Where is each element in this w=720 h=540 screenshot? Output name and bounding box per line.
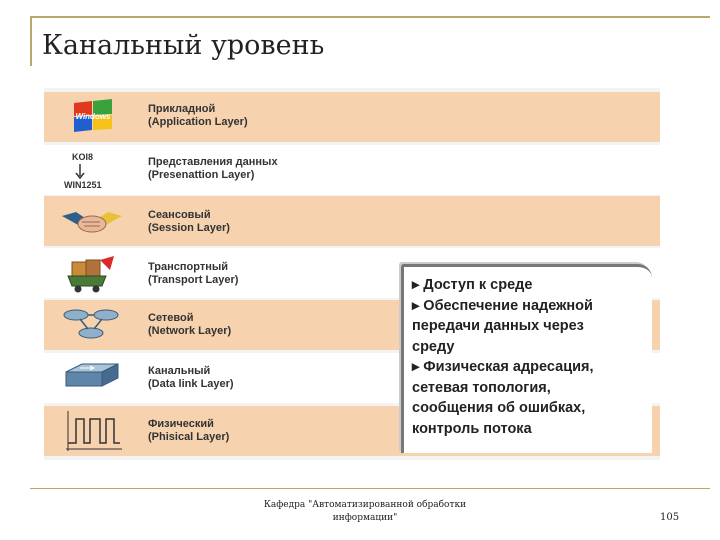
layer-subtitle: (Application Layer) [148,116,248,128]
delivery-cart-icon [60,254,124,294]
windows-logo-icon [60,97,124,137]
encoding-label-bottom: WIN1251 [64,180,102,190]
encoding-label-top: KOI8 [72,152,94,162]
layer-row-session [44,196,660,246]
footer-divider [30,488,710,489]
callout-line: ▸ Обеспечение надежной [412,297,593,314]
layer-title: Сетевой [148,312,194,324]
top-frame-line [30,16,710,18]
footer-line-2: информации" [332,513,398,523]
layer-title: Канальный [148,365,211,377]
square-wave-icon [60,409,124,449]
page-number: 105 [660,512,680,523]
layer-title: Прикладной [148,103,216,115]
layer-title: Физический [148,418,214,430]
layer-subtitle: (Phisical Layer) [148,431,230,443]
layer-title: Транспортный [148,261,229,273]
layer-row-application [44,92,660,142]
footer-line-1: Кафедра "Автоматизированной обработки [263,500,467,510]
callout-line: сообщения об ошибках, [412,400,586,416]
layer-subtitle: (Presenattion Layer) [148,169,255,181]
encoding-conversion-icon [60,150,124,190]
callout-line: сетевая топология, [412,379,551,396]
switch-icon [60,358,124,398]
layer-subtitle: (Data link Layer) [148,378,234,390]
data-link-functions-callout [401,264,652,453]
callout-line: контроль потока [412,420,532,437]
callout-line: среду [412,338,455,355]
callout-line: ▸ Физическая адресация, [412,359,594,375]
layer-subtitle: (Session Layer) [148,222,230,234]
layer-title: Сеансовый [148,209,211,221]
layer-row-presentation [44,145,660,195]
routers-icon [60,305,124,345]
callout-line: ▸ Доступ к среде [412,277,533,293]
layer-subtitle: (Transport Layer) [148,274,239,286]
layer-title: Представления данных [148,156,278,168]
svg-text:Windows: Windows [75,112,111,121]
handshake-icon [60,202,124,242]
footer-text [240,499,490,525]
layer-subtitle: (Network Layer) [148,325,232,337]
callout-line: передачи данных через [412,318,584,334]
left-frame-line [30,16,32,66]
slide-title: Канальный уровень [42,30,325,61]
